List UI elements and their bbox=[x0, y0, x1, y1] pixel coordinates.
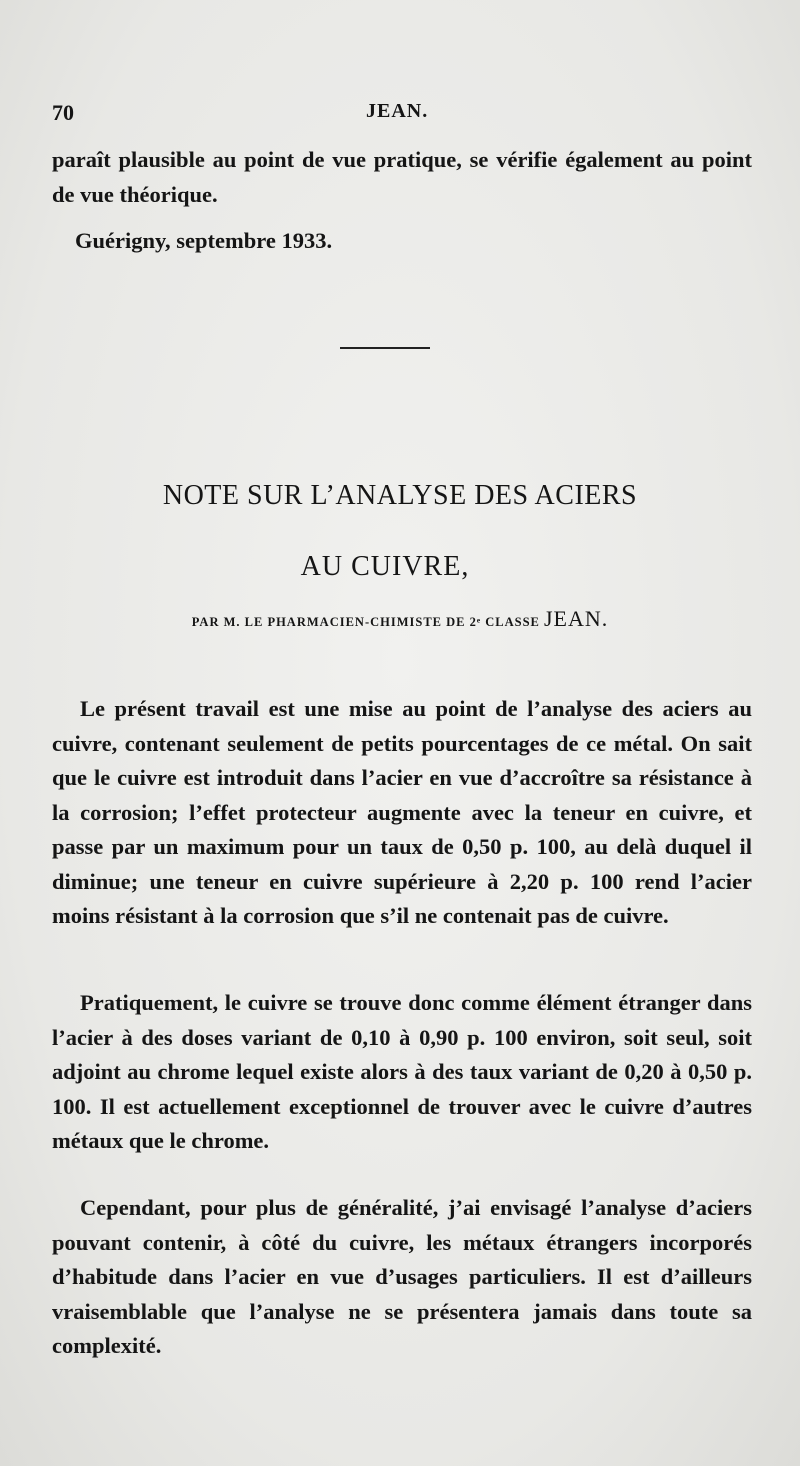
body-paragraph-1: Le présent travail est une mise au point de l’analyse des aciers au cuivre, contenant seulement de petits pourcentages de ce métal. On sait que le cuivre est introduit dans l’acier en vue d’accroître sa résistance à la corrosion; l’effet protecteur augmente avec la teneur en cuivre, et passe par un maximum pour un taux de 0,50 p. 100, au delà duquel il diminue; une teneur en cuivre supérieure à 2,20 p. 100 rend l’acier moins résistant à la corrosion que s’il ne contenait pas de cuivre. bbox=[52, 696, 752, 928]
dateline: Guérigny, septembre 1933. bbox=[75, 228, 333, 253]
continuation-paragraph: paraît plausible au point de vue pratique, se vérifie également au point de vue théorique. bbox=[52, 147, 752, 207]
byline-prefix: PAR M. LE PHARMACIEN-CHIMISTE DE 2ᵉ CLASSE bbox=[191, 615, 540, 629]
page-number: 70 bbox=[52, 100, 74, 125]
body-paragraph-3: Cependant, pour plus de généralité, j’ai envisagé l’analyse d’aciers pouvant contenir, à côté du cuivre, les métaux étrangers incorporés d’habitude dans l’acier en vue d’usages particuliers. Il est d’ailleurs vraisemblable que l’analyse ne se présentera jamais dans toute sa complexité. bbox=[52, 1195, 752, 1358]
section-divider bbox=[340, 347, 430, 349]
byline bbox=[0, 606, 800, 632]
author-name: JEAN. bbox=[544, 606, 609, 631]
body-paragraph-2: Pratiquement, le cuivre se trouve donc comme élément étranger dans l’acier à des doses variant de 0,10 à 0,90 p. 100 environ, soit seul, soit adjoint au chrome lequel existe alors à des taux variant de 0,20 à 0,50 p. 100. Il est actuellement exceptionnel de trouver avec le cuivre d’autres métaux que le chrome. bbox=[52, 990, 752, 1153]
page-header bbox=[52, 100, 752, 130]
article-title-line2: AU CUIVRE, bbox=[300, 551, 470, 582]
article-title-line1: NOTE SUR L’ANALYSE DES ACIERS bbox=[162, 480, 638, 511]
running-head: JEAN. bbox=[366, 100, 429, 122]
